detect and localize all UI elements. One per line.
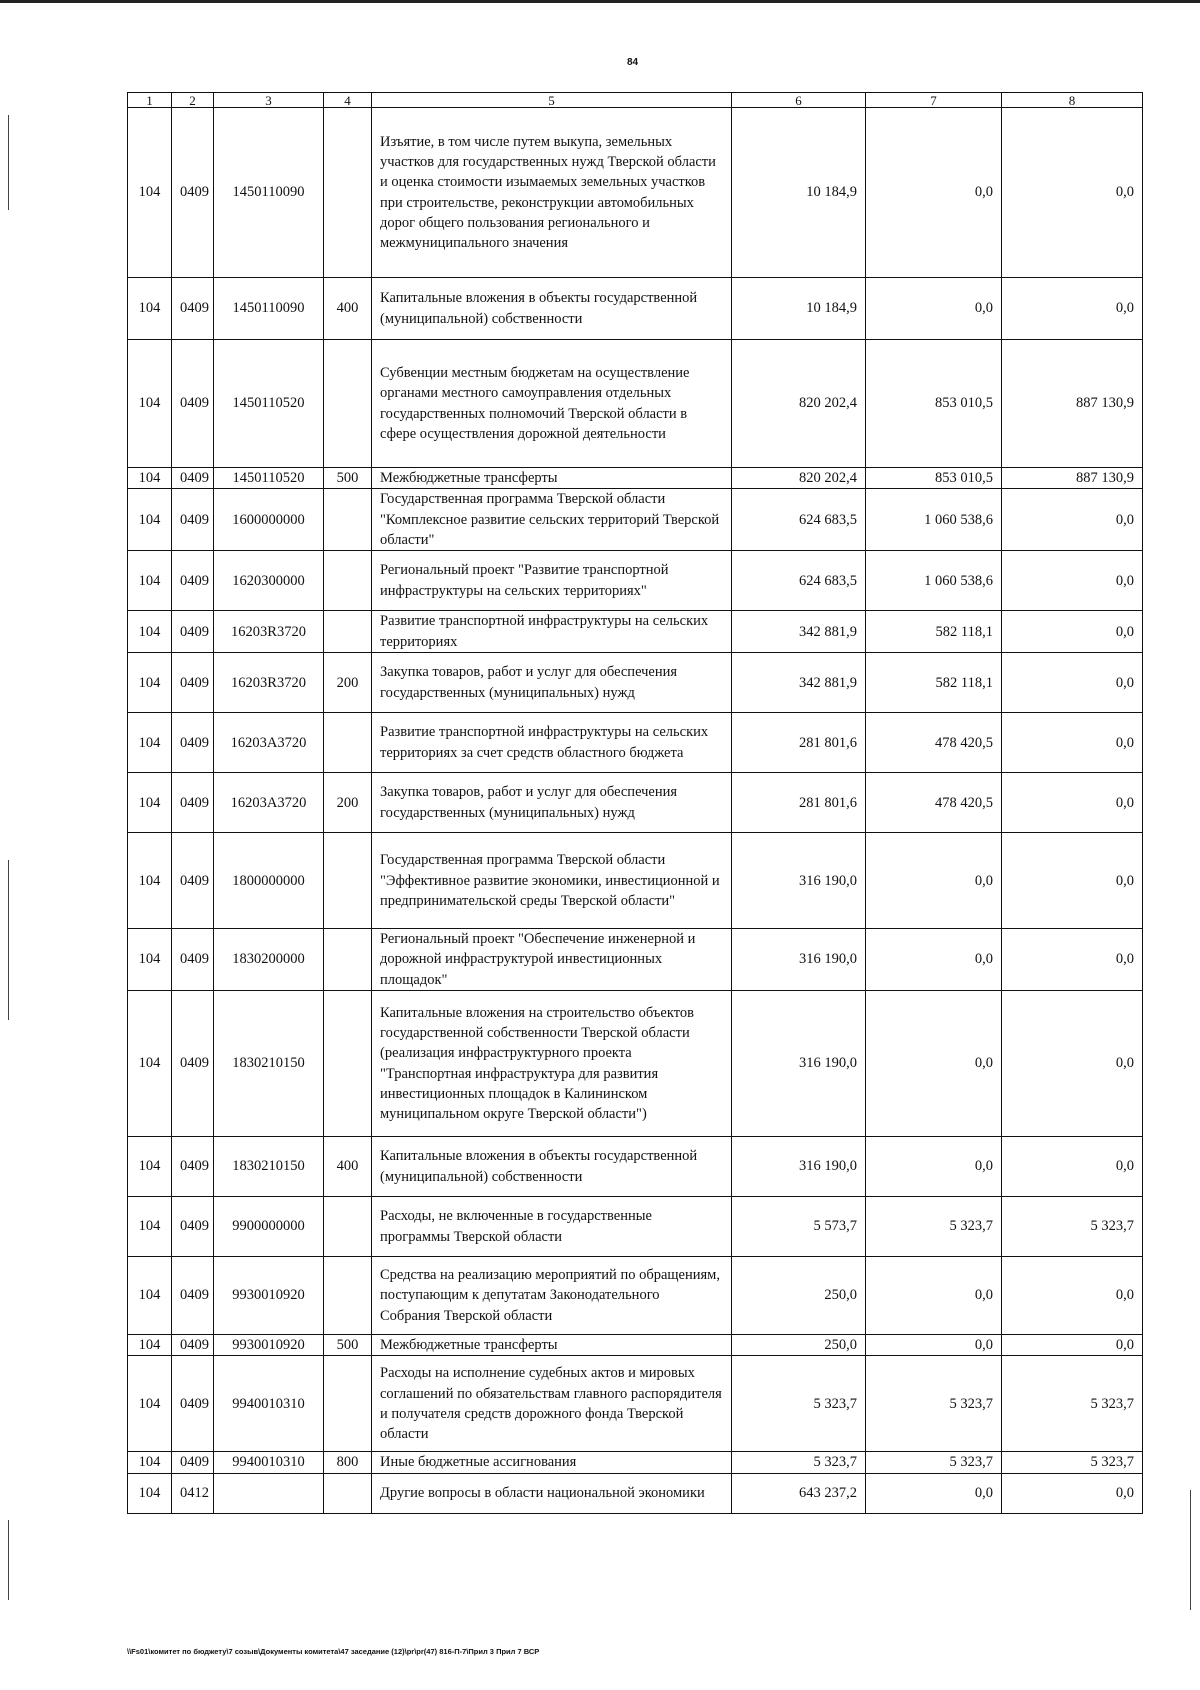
description-cell: Региональный проект "Обеспечение инженерной и дорожной инфраструктурой инвестиционных площадок" <box>372 929 732 991</box>
budget-table-body <box>128 108 1143 1514</box>
subsection-code-cell: 0409 <box>172 340 214 468</box>
expense-type-cell <box>324 611 372 653</box>
subsection-code-cell: 0409 <box>172 833 214 929</box>
section-code-cell: 104 <box>128 1335 172 1356</box>
table-row <box>128 1473 1143 1513</box>
description-cell: Развитие транспортной инфраструктуры на сельских территориях <box>372 611 732 653</box>
amount-year2-cell: 0,0 <box>866 833 1002 929</box>
description-cell: Субвенции местным бюджетам на осуществление органами местного самоуправления отдельных государственных полномочий Тверской области в сфере осуществления дорожной деятельности <box>372 340 732 468</box>
section-code-cell: 104 <box>128 929 172 991</box>
expense-type-cell <box>324 340 372 468</box>
amount-year3-cell: 5 323,7 <box>1002 1356 1143 1452</box>
amount-year3-cell: 0,0 <box>1002 833 1143 929</box>
description-cell: Другие вопросы в области национальной экономики <box>372 1473 732 1513</box>
amount-year1-cell: 316 190,0 <box>732 929 866 991</box>
amount-year2-cell: 1 060 538,6 <box>866 551 1002 611</box>
amount-year3-cell: 0,0 <box>1002 1257 1143 1335</box>
table-row <box>128 773 1143 833</box>
amount-year1-cell: 250,0 <box>732 1257 866 1335</box>
target-article-cell: 1830210150 <box>214 991 324 1137</box>
column-header: 5 <box>372 93 732 108</box>
expense-type-cell <box>324 1257 372 1335</box>
description-cell: Региональный проект "Развитие транспортной инфраструктуры на сельских территориях" <box>372 551 732 611</box>
column-header: 7 <box>866 93 1002 108</box>
amount-year1-cell: 316 190,0 <box>732 991 866 1137</box>
amount-year1-cell: 5 323,7 <box>732 1452 866 1473</box>
target-article-cell: 1450110520 <box>214 468 324 489</box>
amount-year2-cell: 0,0 <box>866 1473 1002 1513</box>
expense-type-cell <box>324 108 372 278</box>
budget-table <box>127 92 1143 1514</box>
target-article-cell: 9930010920 <box>214 1257 324 1335</box>
description-cell: Капитальные вложения в объекты государственной (муниципальной) собственности <box>372 1137 732 1197</box>
description-cell: Изъятие, в том числе путем выкупа, земельных участков для государственных нужд Тверской области и оценка стоимости изымаемых земельных участков при строительстве, реконструкции автомобильных дорог общего пользования регионального и межмуниципального значения <box>372 108 732 278</box>
column-header: 8 <box>1002 93 1143 108</box>
description-cell: Развитие транспортной инфраструктуры на сельских территориях за счет средств областного бюджета <box>372 713 732 773</box>
table-row <box>128 1257 1143 1335</box>
subsection-code-cell: 0409 <box>172 551 214 611</box>
target-article-cell: 1450110090 <box>214 108 324 278</box>
section-code-cell: 104 <box>128 340 172 468</box>
amount-year3-cell: 0,0 <box>1002 108 1143 278</box>
description-cell: Межбюджетные трансферты <box>372 468 732 489</box>
target-article-cell: 1800000000 <box>214 833 324 929</box>
amount-year2-cell: 582 118,1 <box>866 611 1002 653</box>
subsection-code-cell: 0409 <box>172 1257 214 1335</box>
target-article-cell: 16203R3720 <box>214 611 324 653</box>
amount-year3-cell: 887 130,9 <box>1002 468 1143 489</box>
subsection-code-cell: 0412 <box>172 1473 214 1513</box>
column-header: 4 <box>324 93 372 108</box>
subsection-code-cell: 0409 <box>172 713 214 773</box>
section-code-cell: 104 <box>128 468 172 489</box>
table-row <box>128 489 1143 551</box>
section-code-cell: 104 <box>128 551 172 611</box>
amount-year3-cell: 5 323,7 <box>1002 1452 1143 1473</box>
section-code-cell: 104 <box>128 1257 172 1335</box>
amount-year2-cell: 853 010,5 <box>866 468 1002 489</box>
amount-year1-cell: 281 801,6 <box>732 713 866 773</box>
subsection-code-cell: 0409 <box>172 1197 214 1257</box>
subsection-code-cell: 0409 <box>172 611 214 653</box>
amount-year3-cell: 887 130,9 <box>1002 340 1143 468</box>
target-article-cell: 1830210150 <box>214 1137 324 1197</box>
amount-year2-cell: 0,0 <box>866 1137 1002 1197</box>
column-header: 2 <box>172 93 214 108</box>
amount-year2-cell: 0,0 <box>866 1335 1002 1356</box>
description-cell: Государственная программа Тверской области "Эффективное развитие экономики, инвестиционной и предпринимательской среды Тверской области" <box>372 833 732 929</box>
column-header: 1 <box>128 93 172 108</box>
amount-year1-cell: 624 683,5 <box>732 489 866 551</box>
section-code-cell: 104 <box>128 833 172 929</box>
section-code-cell: 104 <box>128 1356 172 1452</box>
expense-type-cell <box>324 929 372 991</box>
subsection-code-cell: 0409 <box>172 773 214 833</box>
amount-year3-cell: 0,0 <box>1002 991 1143 1137</box>
amount-year2-cell: 5 323,7 <box>866 1452 1002 1473</box>
description-cell: Расходы, не включенные в государственные программы Тверской области <box>372 1197 732 1257</box>
target-article-cell: 1450110520 <box>214 340 324 468</box>
amount-year2-cell: 0,0 <box>866 1257 1002 1335</box>
scan-margin-mark <box>8 860 9 1020</box>
subsection-code-cell: 0409 <box>172 991 214 1137</box>
target-article-cell <box>214 1473 324 1513</box>
amount-year1-cell: 643 237,2 <box>732 1473 866 1513</box>
amount-year1-cell: 342 881,9 <box>732 653 866 713</box>
section-code-cell: 104 <box>128 611 172 653</box>
description-cell: Капитальные вложения в объекты государственной (муниципальной) собственности <box>372 278 732 340</box>
column-header: 6 <box>732 93 866 108</box>
scan-top-edge <box>0 0 1200 3</box>
amount-year2-cell: 0,0 <box>866 929 1002 991</box>
section-code-cell: 104 <box>128 713 172 773</box>
section-code-cell: 104 <box>128 278 172 340</box>
table-row <box>128 991 1143 1137</box>
amount-year3-cell: 5 323,7 <box>1002 1197 1143 1257</box>
target-article-cell: 16203A3720 <box>214 713 324 773</box>
target-article-cell: 9940010310 <box>214 1452 324 1473</box>
amount-year1-cell: 250,0 <box>732 1335 866 1356</box>
expense-type-cell <box>324 833 372 929</box>
expense-type-cell: 800 <box>324 1452 372 1473</box>
scan-margin-mark <box>8 115 9 210</box>
table-row <box>128 1137 1143 1197</box>
expense-type-cell: 400 <box>324 1137 372 1197</box>
amount-year3-cell: 0,0 <box>1002 653 1143 713</box>
section-code-cell: 104 <box>128 108 172 278</box>
target-article-cell: 1830200000 <box>214 929 324 991</box>
amount-year2-cell: 1 060 538,6 <box>866 489 1002 551</box>
amount-year1-cell: 10 184,9 <box>732 278 866 340</box>
expense-type-cell <box>324 713 372 773</box>
description-cell: Закупка товаров, работ и услуг для обеспечения государственных (муниципальных) нужд <box>372 653 732 713</box>
expense-type-cell <box>324 1197 372 1257</box>
column-number-row <box>128 93 1143 108</box>
description-cell: Средства на реализацию мероприятий по обращениям, поступающим к депутатам Законодательного Собрания Тверской области <box>372 1257 732 1335</box>
expense-type-cell <box>324 551 372 611</box>
scan-margin-mark <box>1190 1490 1191 1610</box>
amount-year2-cell: 0,0 <box>866 991 1002 1137</box>
description-cell: Межбюджетные трансферты <box>372 1335 732 1356</box>
section-code-cell: 104 <box>128 653 172 713</box>
description-cell: Капитальные вложения на строительство объектов государственной собственности Тверской области (реализация инфраструктурного проекта "Транспортная инфраструктура для развития инвестиционных площадок в Калининском муниципальном округе Тверской области") <box>372 991 732 1137</box>
table-row <box>128 713 1143 773</box>
description-cell: Расходы на исполнение судебных актов и мировых соглашений по обязательствам главного распорядителя и получателя средств дорожного фонда Тверской области <box>372 1356 732 1452</box>
amount-year3-cell: 0,0 <box>1002 773 1143 833</box>
table-row <box>128 340 1143 468</box>
amount-year2-cell: 582 118,1 <box>866 653 1002 713</box>
expense-type-cell: 500 <box>324 1335 372 1356</box>
amount-year1-cell: 5 573,7 <box>732 1197 866 1257</box>
amount-year2-cell: 478 420,5 <box>866 773 1002 833</box>
amount-year3-cell: 0,0 <box>1002 278 1143 340</box>
expense-type-cell: 200 <box>324 773 372 833</box>
amount-year1-cell: 316 190,0 <box>732 833 866 929</box>
amount-year2-cell: 478 420,5 <box>866 713 1002 773</box>
table-row <box>128 1197 1143 1257</box>
amount-year2-cell: 0,0 <box>866 278 1002 340</box>
expense-type-cell <box>324 489 372 551</box>
table-row <box>128 1335 1143 1356</box>
target-article-cell: 9930010920 <box>214 1335 324 1356</box>
target-article-cell: 1600000000 <box>214 489 324 551</box>
table-row <box>128 1452 1143 1473</box>
section-code-cell: 104 <box>128 773 172 833</box>
target-article-cell: 9940010310 <box>214 1356 324 1452</box>
column-header: 3 <box>214 93 324 108</box>
subsection-code-cell: 0409 <box>172 1335 214 1356</box>
amount-year1-cell: 624 683,5 <box>732 551 866 611</box>
subsection-code-cell: 0409 <box>172 1137 214 1197</box>
amount-year3-cell: 0,0 <box>1002 1473 1143 1513</box>
subsection-code-cell: 0409 <box>172 108 214 278</box>
scan-margin-mark <box>8 1520 9 1600</box>
subsection-code-cell: 0409 <box>172 1356 214 1452</box>
subsection-code-cell: 0409 <box>172 468 214 489</box>
expense-type-cell <box>324 1473 372 1513</box>
table-row <box>128 108 1143 278</box>
amount-year2-cell: 0,0 <box>866 108 1002 278</box>
amount-year1-cell: 342 881,9 <box>732 611 866 653</box>
subsection-code-cell: 0409 <box>172 1452 214 1473</box>
target-article-cell: 1620300000 <box>214 551 324 611</box>
description-cell: Иные бюджетные ассигнования <box>372 1452 732 1473</box>
amount-year3-cell: 0,0 <box>1002 1335 1143 1356</box>
subsection-code-cell: 0409 <box>172 653 214 713</box>
target-article-cell: 16203A3720 <box>214 773 324 833</box>
amount-year1-cell: 316 190,0 <box>732 1137 866 1197</box>
amount-year3-cell: 0,0 <box>1002 713 1143 773</box>
expense-type-cell: 400 <box>324 278 372 340</box>
expense-type-cell <box>324 991 372 1137</box>
amount-year1-cell: 5 323,7 <box>732 1356 866 1452</box>
expense-type-cell <box>324 1356 372 1452</box>
amount-year3-cell: 0,0 <box>1002 489 1143 551</box>
section-code-cell: 104 <box>128 489 172 551</box>
section-code-cell: 104 <box>128 1452 172 1473</box>
amount-year2-cell: 5 323,7 <box>866 1356 1002 1452</box>
expense-type-cell: 200 <box>324 653 372 713</box>
table-row <box>128 1356 1143 1452</box>
amount-year2-cell: 853 010,5 <box>866 340 1002 468</box>
subsection-code-cell: 0409 <box>172 929 214 991</box>
amount-year3-cell: 0,0 <box>1002 551 1143 611</box>
section-code-cell: 104 <box>128 1137 172 1197</box>
table-row <box>128 611 1143 653</box>
amount-year1-cell: 820 202,4 <box>732 340 866 468</box>
table-row <box>128 278 1143 340</box>
table-row <box>128 468 1143 489</box>
table-row <box>128 929 1143 991</box>
section-code-cell: 104 <box>128 991 172 1137</box>
subsection-code-cell: 0409 <box>172 489 214 551</box>
amount-year3-cell: 0,0 <box>1002 611 1143 653</box>
description-cell: Государственная программа Тверской области "Комплексное развитие сельских территорий Тверской области" <box>372 489 732 551</box>
subsection-code-cell: 0409 <box>172 278 214 340</box>
table-row <box>128 833 1143 929</box>
description-cell: Закупка товаров, работ и услуг для обеспечения государственных (муниципальных) нужд <box>372 773 732 833</box>
amount-year2-cell: 5 323,7 <box>866 1197 1002 1257</box>
table-row <box>128 653 1143 713</box>
table-row <box>128 551 1143 611</box>
expense-type-cell: 500 <box>324 468 372 489</box>
target-article-cell: 16203R3720 <box>214 653 324 713</box>
target-article-cell: 9900000000 <box>214 1197 324 1257</box>
page-number: 84 <box>626 57 639 68</box>
section-code-cell: 104 <box>128 1473 172 1513</box>
file-path-footer: \\Fs01\комитет по бюджету\7 созыв\Документы комитета\47 заседание (12)\pr\pr(47) 816-П-7\Прил 3 Прил 7 ВСР <box>127 1647 540 1656</box>
amount-year1-cell: 10 184,9 <box>732 108 866 278</box>
amount-year1-cell: 820 202,4 <box>732 468 866 489</box>
target-article-cell: 1450110090 <box>214 278 324 340</box>
amount-year3-cell: 0,0 <box>1002 1137 1143 1197</box>
section-code-cell: 104 <box>128 1197 172 1257</box>
amount-year1-cell: 281 801,6 <box>732 773 866 833</box>
amount-year3-cell: 0,0 <box>1002 929 1143 991</box>
